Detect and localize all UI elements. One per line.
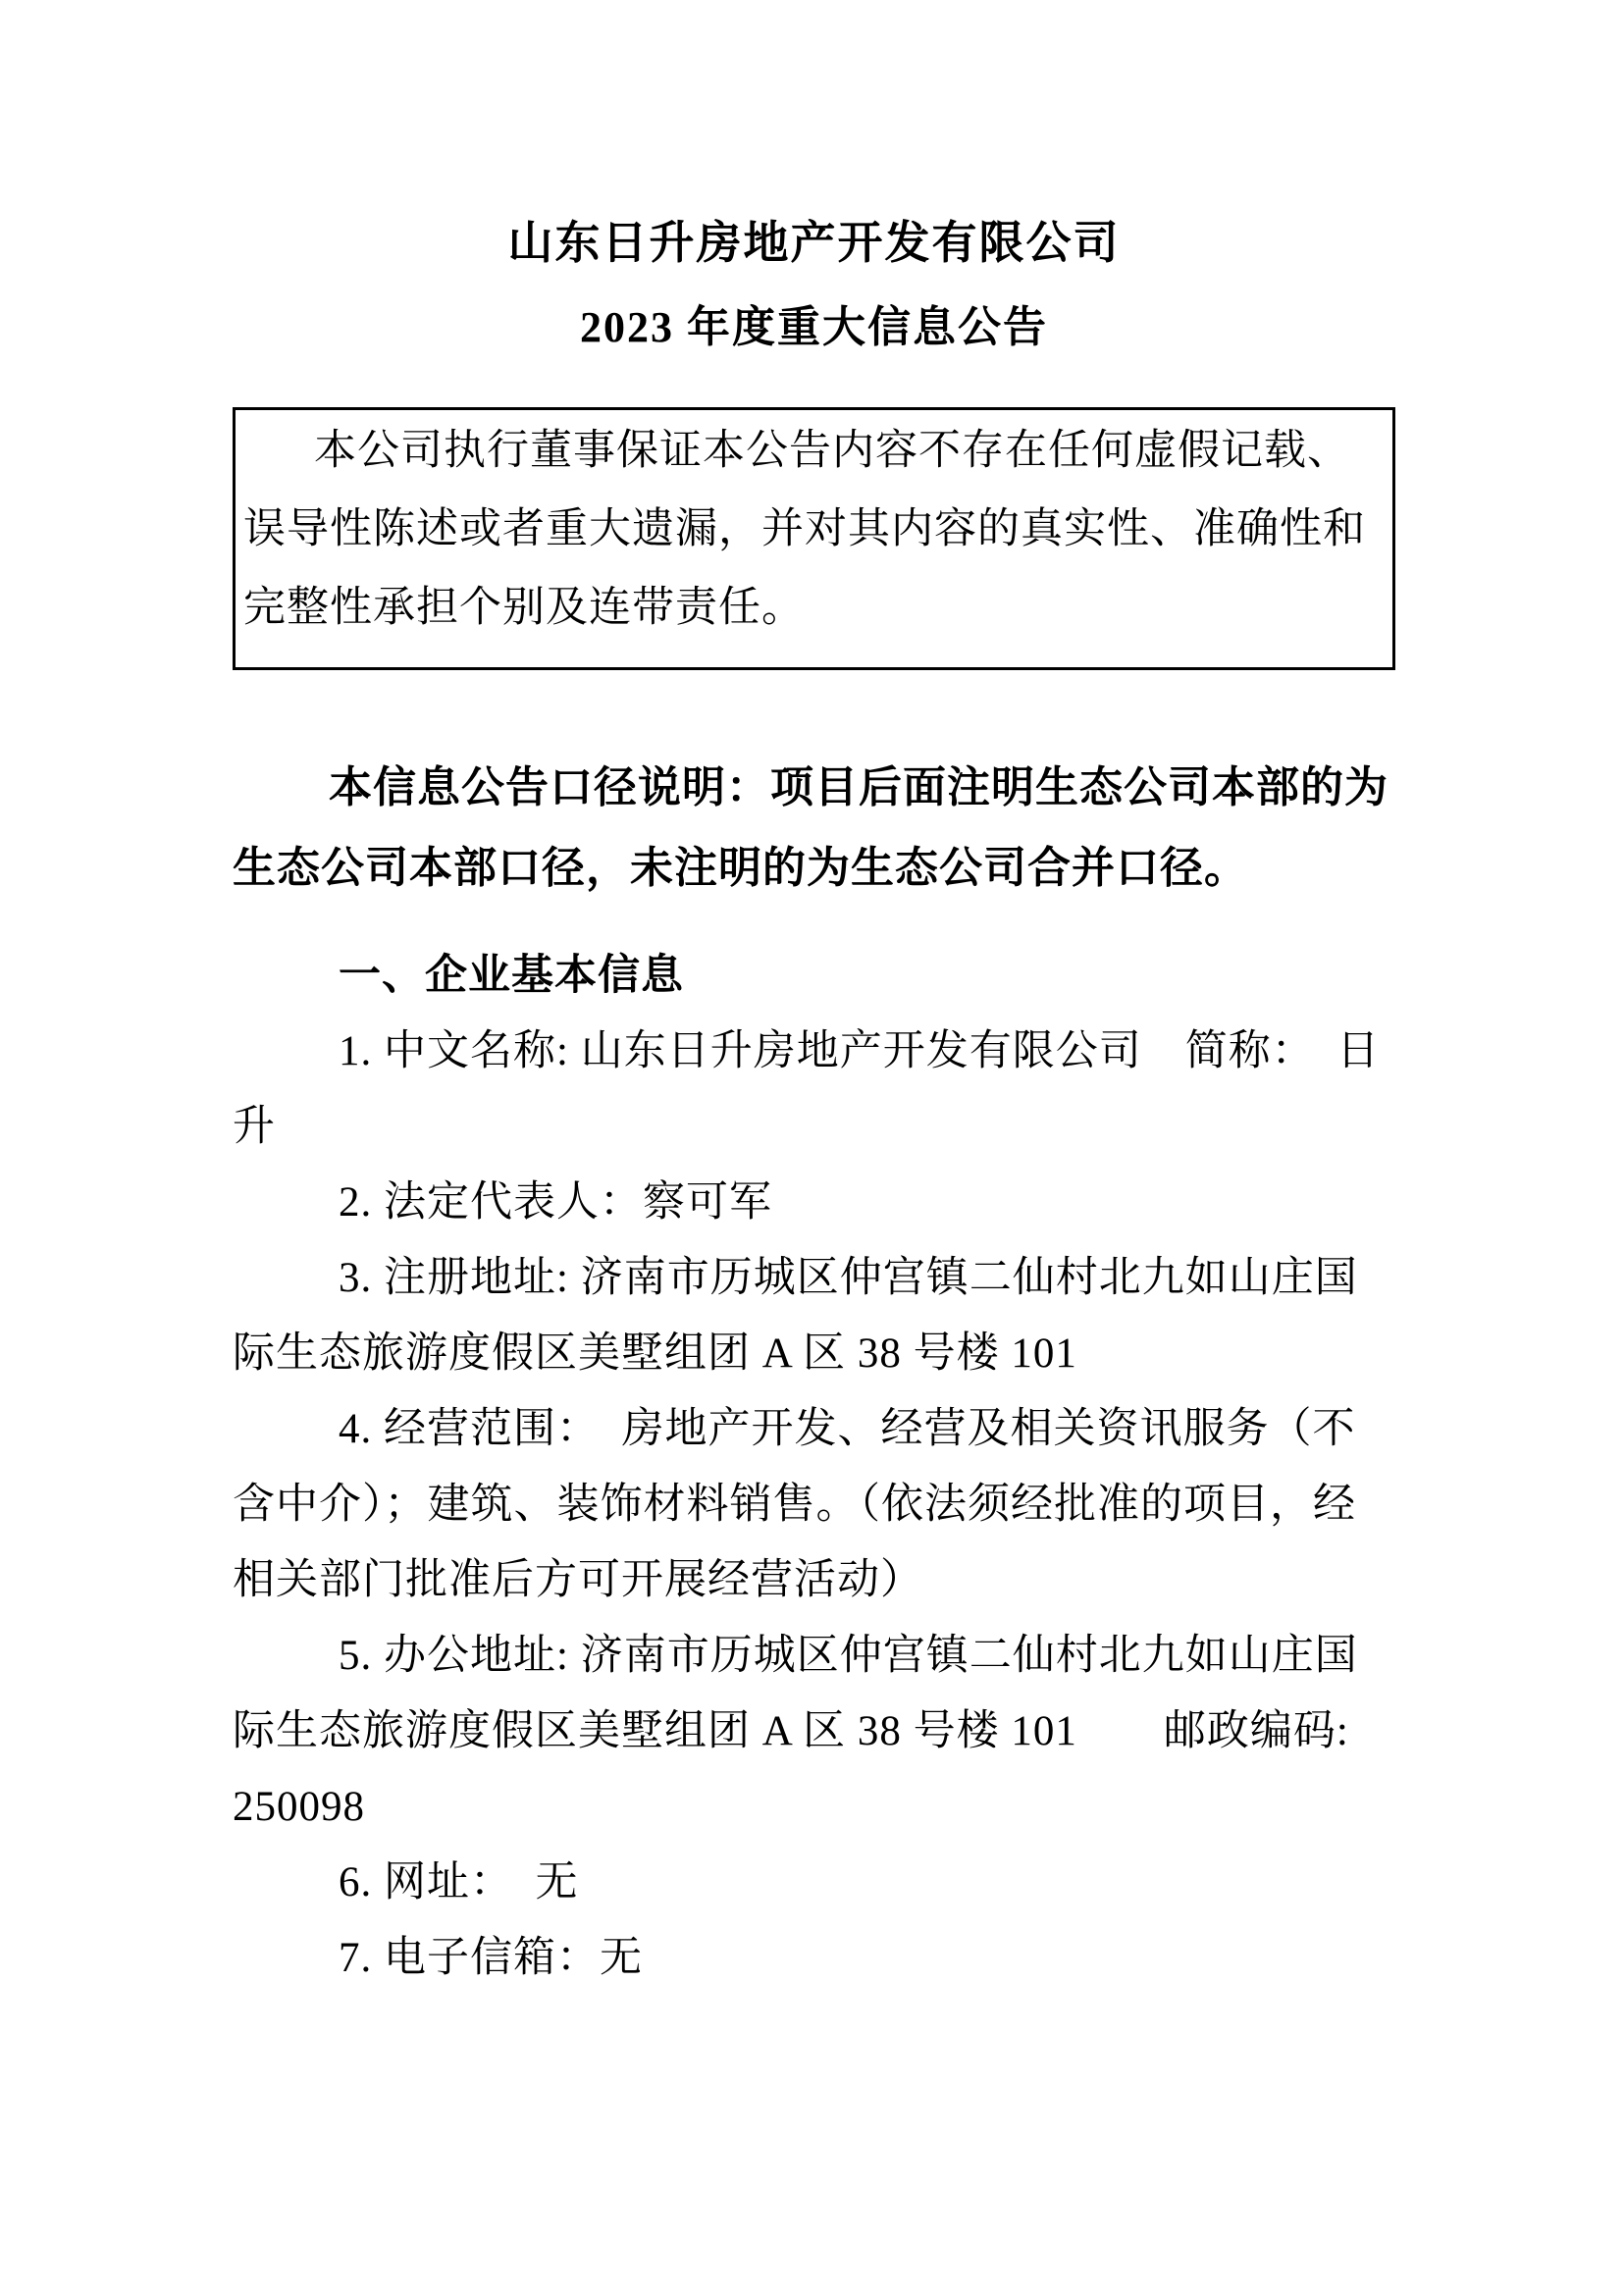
page-subtitle: 2023 年度重大信息公告 <box>580 303 1048 351</box>
intro-line-2: 生态公司本部口径，未注明的为生态公司合并口径。 <box>233 844 1248 892</box>
item-business-scope-line-1: 4. 经营范围： 房地产开发、经营及相关资讯服务（不 <box>339 1406 1356 1452</box>
item-registered-address-line-1: 3. 注册地址: 济南市历城区仲宫镇二仙村北九如山庄国 <box>339 1255 1358 1301</box>
intro-paragraph <box>233 748 1395 909</box>
basic-info-section <box>233 938 1395 1996</box>
item-business-scope-line-2: 含中介）；建筑、装饰材料销售。（依法须经批准的项目，经 <box>233 1482 1356 1528</box>
disclaimer-line-1: 本公司执行董事保证本公告内容不存在任何虚假记载、 <box>314 428 1350 474</box>
item-office-address-line-3: 250098 <box>233 1784 365 1830</box>
item-website: 6. 网址： 无 <box>339 1859 579 1905</box>
item-office-address-line-2: 际生态旅游度假区美墅组团 A 区 38 号楼 101 邮政编码: <box>233 1708 1349 1754</box>
section-heading: 一、企业基本信息 <box>339 953 684 999</box>
disclaimer-line-2: 误导性陈述或者重大遗漏，并对其内容的真实性、准确性和 <box>243 506 1366 552</box>
item-email: 7. 电子信箱：无 <box>339 1935 643 1981</box>
page-title: 山东日升房地产开发有限公司 <box>507 218 1121 268</box>
disclaimer-box <box>233 407 1395 670</box>
item-chinese-name-line-1: 1. 中文名称: 山东日升房地产开发有限公司 简称： 日 <box>339 1028 1381 1074</box>
item-business-scope-line-3: 相关部门批准后方可开展经营活动） <box>233 1557 923 1603</box>
disclaimer-line-3: 完整性承担个别及连带责任。 <box>243 585 805 631</box>
intro-line-1: 本信息公告口径说明：项目后面注明生态公司本部的为 <box>329 763 1388 811</box>
item-registered-address-line-2: 际生态旅游度假区美墅组团 A 区 38 号楼 101 <box>233 1330 1077 1377</box>
item-legal-representative: 2. 法定代表人：察可军 <box>339 1179 772 1226</box>
item-office-address-line-1: 5. 办公地址: 济南市历城区仲宫镇二仙村北九如山庄国 <box>339 1633 1358 1679</box>
item-chinese-name-line-2: 升 <box>233 1104 276 1150</box>
